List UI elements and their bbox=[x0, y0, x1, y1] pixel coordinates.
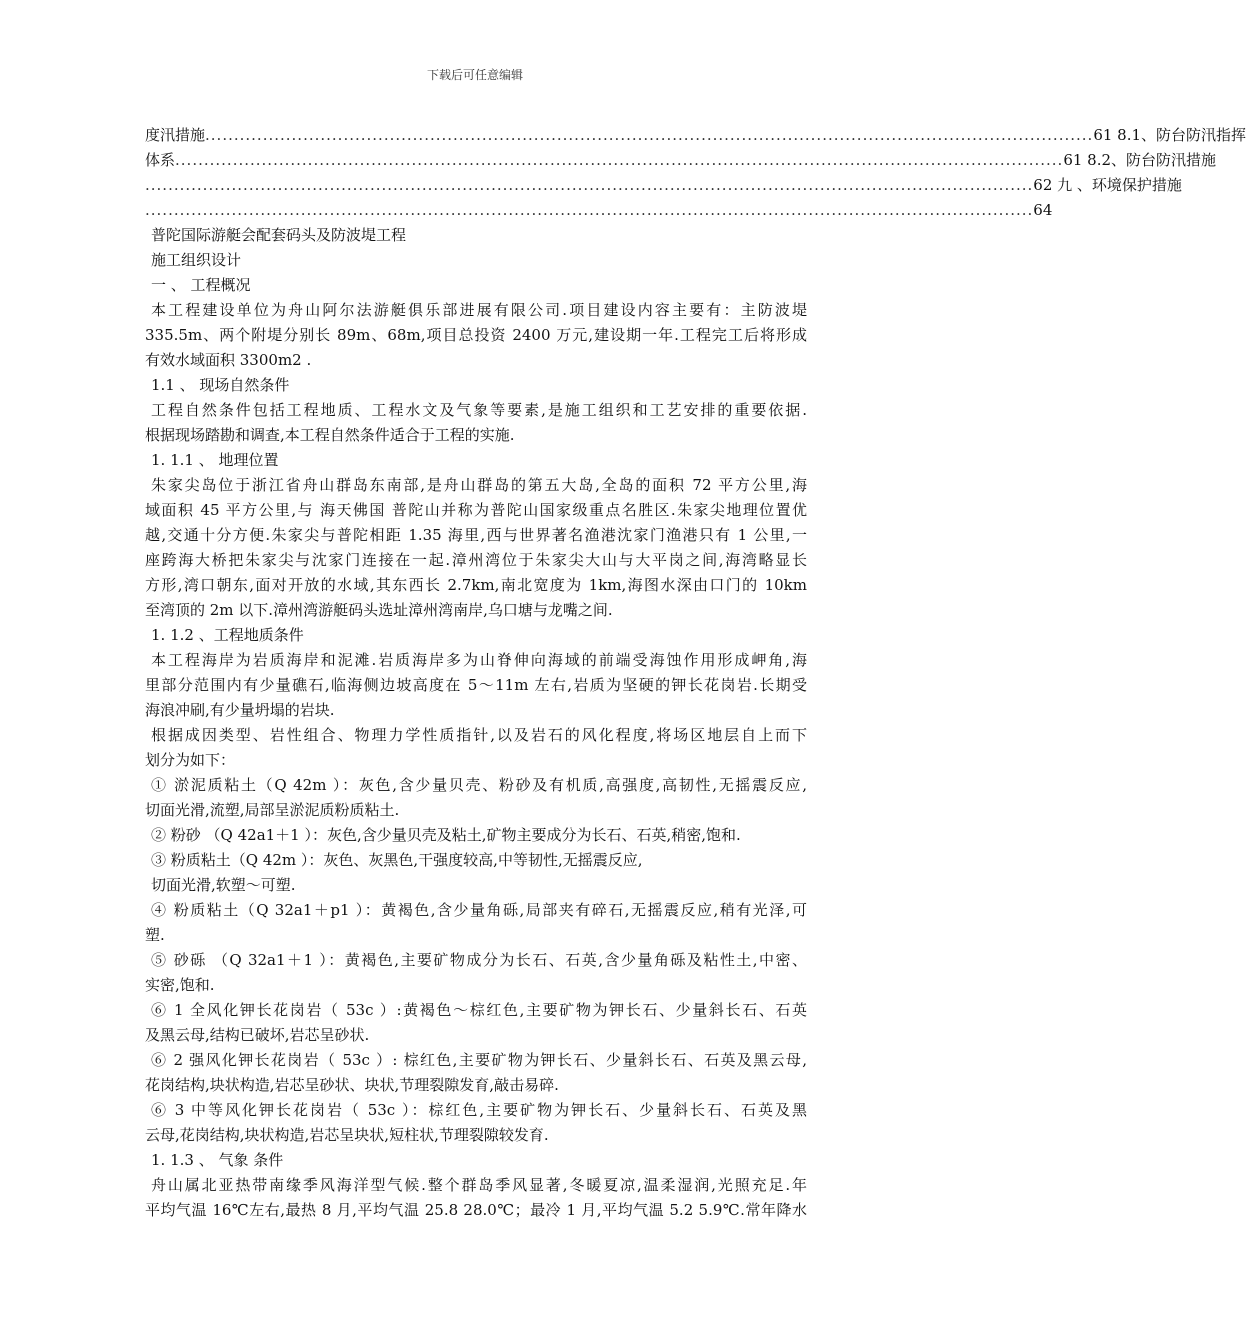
document-subtitle: 施工组织设计 bbox=[151, 251, 242, 269]
paragraph-line: 根据成因类型、岩性组合、物理力学性质指针,以及岩石的风化程度,将场区地层自上而下 bbox=[151, 726, 807, 744]
paragraph-line: 划分为如下： bbox=[145, 751, 236, 769]
paragraph-line: 座跨海大桥把朱家尖与沈家门连接在一起.漳州湾位于朱家尖大山与大平岗之间,海湾略显长 bbox=[145, 551, 807, 569]
document-title: 普陀国际游艇会配套码头及防波堤工程 bbox=[151, 226, 407, 244]
toc-leader: .......................................................................................................................................................... bbox=[145, 201, 1034, 219]
layer-item: ② 粉砂 （Q 42a1＋1 ）：灰色,含少量贝壳及粘土,矿物主要成分为长石、石英,稍密,饱和. bbox=[151, 826, 741, 844]
layer-item: 切面光滑,软塑～可塑. bbox=[151, 876, 296, 894]
toc-entry[interactable] bbox=[145, 198, 1053, 223]
layer-item-cont: 及黑云母,结构已破坏,岩芯呈砂状. bbox=[145, 1026, 370, 1044]
paragraph-line: 平均气温 16℃左右,最热 8 月,平均气温 25.8 28.0℃；最冷 1 月,平均气温 5.2 5.9℃.常年降水 bbox=[145, 1201, 807, 1219]
toc-leader: .......................................................................................................................................................... bbox=[205, 126, 1094, 144]
layer-item-cont: 实密,饱和. bbox=[145, 976, 215, 994]
toc-entry-right: 62 九 、环境保护措施 bbox=[1033, 176, 1182, 194]
layer-item: ⑥ 2 强风化钾长花岗岩（ 53c ）: 棕红色,主要矿物为钾长石、少量斜长石、石英及黑云母, bbox=[151, 1051, 807, 1069]
section-heading: 1. 1.3 、 气象 条件 bbox=[151, 1151, 284, 1169]
layer-item-cont: 塑. bbox=[145, 926, 165, 944]
toc-entry[interactable] bbox=[145, 148, 1217, 173]
layer-item-cont: 花岗结构,块状构造,岩芯呈砂状、块状,节理裂隙发育,敲击易碎. bbox=[145, 1076, 559, 1094]
paragraph-line: 有效水域面积 3300m2 . bbox=[145, 351, 312, 369]
toc-entry-right: 64 bbox=[1033, 201, 1053, 219]
paragraph-line: 本工程海岸为岩质海岸和泥滩.岩质海岸多为山脊伸向海域的前端受海蚀作用形成岬角,海 bbox=[151, 651, 807, 669]
paragraph-line: 朱家尖岛位于浙江省舟山群岛东南部,是舟山群岛的第五大岛,全岛的面积 72 平方公里,海 bbox=[151, 476, 807, 494]
toc-entry-right: 61 8.2、防台防汛措施 bbox=[1063, 151, 1217, 169]
toc-entry[interactable] bbox=[145, 123, 1246, 148]
section-heading: 1.1 、 现场自然条件 bbox=[151, 376, 290, 394]
paragraph-line: 335.5m、两个附堤分别长 89m、68m,项目总投资 2400 万元,建设期一年.工程完工后将形成 bbox=[145, 326, 807, 344]
toc-entry[interactable] bbox=[145, 173, 1182, 198]
layer-item-cont: 云母,花岗结构,块状构造,岩芯呈块状,短柱状,节理裂隙较发育. bbox=[145, 1126, 549, 1144]
toc-entry-right: 61 8.1、防台防汛指挥 bbox=[1093, 126, 1246, 144]
layer-item: ④ 粉质粘土（Q 32a1＋p1 ）：黄褐色,含少量角砾,局部夹有碎石,无摇震反应,稍有光泽,可 bbox=[151, 901, 807, 919]
toc-leader: .......................................................................................................................................................... bbox=[145, 176, 1034, 194]
paragraph-line: 至湾顶的 2m 以下.漳州湾游艇码头选址漳州湾南岸,乌口塘与龙嘴之间. bbox=[145, 601, 613, 619]
layer-item: ⑥ 3 中等风化钾长花岗岩（ 53c ）：棕红色,主要矿物为钾长石、少量斜长石、石英及黑 bbox=[151, 1101, 807, 1119]
layer-item: ⑤ 砂砾 （Q 32a1＋1 ）：黄褐色,主要矿物成分为长石、石英,含少量角砾及粘性土,中密、 bbox=[151, 951, 807, 969]
toc-entry-left: 体系 bbox=[145, 151, 176, 169]
paragraph-line: 越,交通十分方便.朱家尖与普陀相距 1.35 海里,西与世界著名渔港沈家门渔港只有 1 公里,一 bbox=[145, 526, 807, 544]
toc-leader: .......................................................................................................................................................... bbox=[175, 151, 1064, 169]
paragraph-line: 本工程建设单位为舟山阿尔法游艇俱乐部进展有限公司.项目建设内容主要有：主防波堤 bbox=[151, 301, 807, 319]
layer-item: ① 淤泥质粘土（Q 42m ）：灰色,含少量贝壳、粉砂及有机质,高强度,高韧性,无摇震反应, bbox=[151, 776, 807, 794]
toc-entry-left: 度汛措施 bbox=[145, 126, 206, 144]
layer-item: ⑥ 1 全风化钾长花岗岩（ 53c ）:黄褐色～棕红色,主要矿物为钾长石、少量斜长石、石英 bbox=[151, 1001, 807, 1019]
paragraph-line: 方形,湾口朝东,面对开放的水域,其东西长 2.7km,南北宽度为 1km,海图水深由口门的 10km bbox=[145, 576, 807, 594]
paragraph-line: 舟山属北亚热带南缘季风海洋型气候.整个群岛季风显著,冬暖夏凉,温柔湿润,光照充足.年 bbox=[151, 1176, 807, 1194]
paragraph-line: 海浪冲刷,有少量坍塌的岩块. bbox=[145, 701, 335, 719]
paragraph-line: 根据现场踏勘和调查,本工程自然条件适合于工程的实施. bbox=[145, 426, 515, 444]
section-heading: 一 、 工程概况 bbox=[151, 276, 251, 294]
paragraph-line: 工程自然条件包括工程地质、工程水文及气象等要素,是施工组织和工艺安排的重要依据. bbox=[151, 401, 807, 419]
paragraph-line: 里部分范围内有少量礁石,临海侧边坡高度在 5～11m 左右,岩质为坚硬的钾长花岗岩.长期受 bbox=[145, 676, 807, 694]
section-heading: 1. 1.1 、 地理位置 bbox=[151, 451, 279, 469]
layer-item-cont: 切面光滑,流塑,局部呈淤泥质粉质粘土. bbox=[145, 801, 400, 819]
layer-item: ③ 粉质粘土（Q 42m ）：灰色、灰黑色,干强度较高,中等韧性,无摇震反应, bbox=[151, 851, 643, 869]
section-heading: 1. 1.2 、工程地质条件 bbox=[151, 626, 304, 644]
paragraph-line: 域面积 45 平方公里,与 海天佛国 普陀山并称为普陀山国家级重点名胜区.朱家尖地理位置优 bbox=[145, 501, 807, 519]
page-header: 下载后可任意编辑 bbox=[426, 68, 523, 82]
document-body bbox=[145, 123, 1246, 1223]
